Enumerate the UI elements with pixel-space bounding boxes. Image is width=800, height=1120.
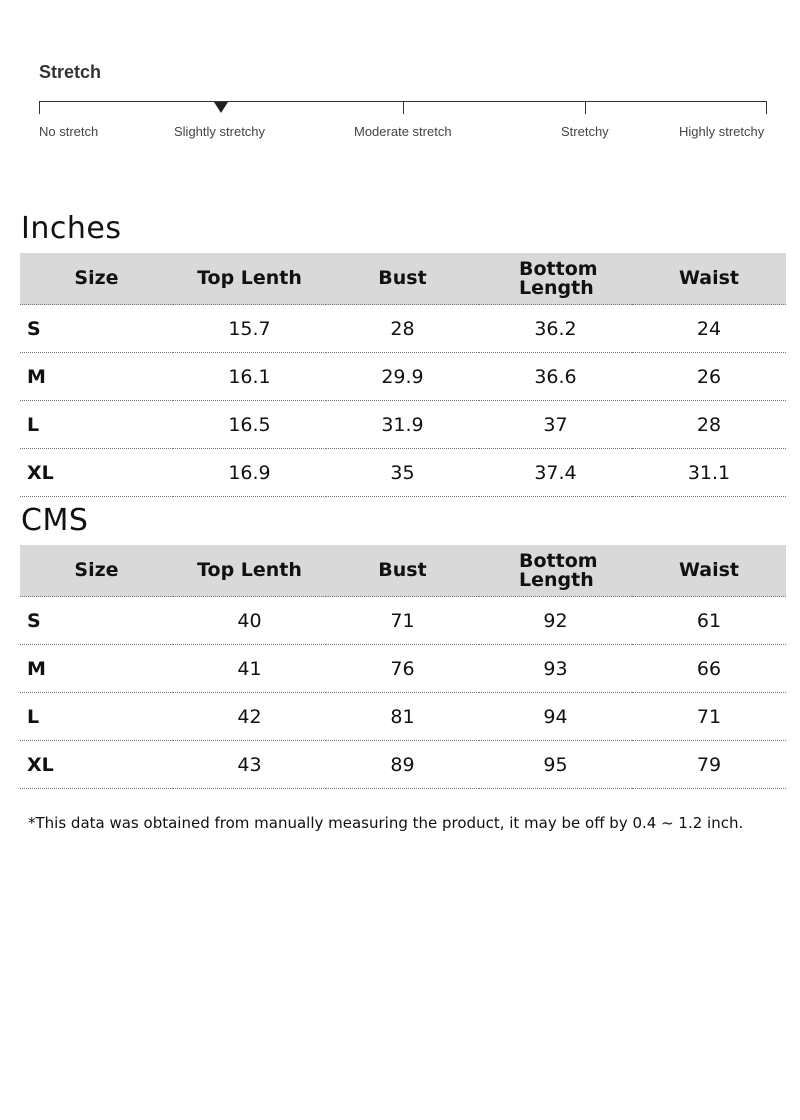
scale-label-stretchy: Stretchy: [561, 124, 609, 139]
scale-tick: [585, 101, 586, 114]
column-header-size: Size: [20, 253, 173, 305]
table-row: [20, 449, 786, 497]
bottom-length-cell: 37: [479, 401, 632, 449]
table-row: [20, 401, 786, 449]
size-cell: S: [20, 597, 173, 645]
column-header-bust: Bust: [326, 253, 479, 305]
top-length-cell: 41: [173, 645, 326, 693]
top-length-cell: 40: [173, 597, 326, 645]
top-length-cell: 16.5: [173, 401, 326, 449]
column-header-bottom-length: Bottom Length: [479, 545, 632, 597]
table-row: [20, 693, 786, 741]
scale-label-highly-stretchy: Highly stretchy: [679, 124, 765, 139]
table-header-row: [20, 253, 786, 305]
column-header-bottom-length: Bottom Length: [479, 253, 632, 305]
stretch-scale: [0, 0, 800, 160]
top-length-cell: 16.9: [173, 449, 326, 497]
selected-stretch-marker-icon: [214, 102, 228, 113]
column-header-top-length: Top Lenth: [173, 545, 326, 597]
scale-label-moderate-stretch: Moderate stretch: [354, 124, 452, 139]
inches-heading: Inches: [21, 211, 122, 246]
scale-label-slightly-stretchy: Slightly stretchy: [174, 124, 266, 139]
waist-cell: 28: [632, 401, 786, 449]
column-header-bust: Bust: [326, 545, 479, 597]
size-cell: M: [20, 353, 173, 401]
column-header-waist: Waist: [632, 253, 786, 305]
cms-heading: CMS: [21, 503, 89, 538]
bust-cell: 29.9: [326, 353, 479, 401]
size-cell: M: [20, 645, 173, 693]
waist-cell: 79: [632, 741, 786, 789]
top-length-cell: 42: [173, 693, 326, 741]
table-row: [20, 597, 786, 645]
size-cell: L: [20, 693, 173, 741]
top-length-cell: 43: [173, 741, 326, 789]
bottom-length-cell: 36.2: [479, 305, 632, 353]
top-length-cell: 16.1: [173, 353, 326, 401]
stretch-title: Stretch: [39, 62, 102, 82]
scale-tick: [39, 101, 40, 114]
column-header-top-length: Top Lenth: [173, 253, 326, 305]
bust-cell: 71: [326, 597, 479, 645]
bust-cell: 31.9: [326, 401, 479, 449]
waist-cell: 66: [632, 645, 786, 693]
table-row: [20, 305, 786, 353]
table-row: [20, 353, 786, 401]
waist-cell: 24: [632, 305, 786, 353]
bottom-length-cell: 94: [479, 693, 632, 741]
waist-cell: 71: [632, 693, 786, 741]
bottom-length-cell: 95: [479, 741, 632, 789]
waist-cell: 26: [632, 353, 786, 401]
top-length-cell: 15.7: [173, 305, 326, 353]
bust-cell: 81: [326, 693, 479, 741]
column-header-waist: Waist: [632, 545, 786, 597]
bust-cell: 35: [326, 449, 479, 497]
scale-tick: [403, 101, 404, 114]
bust-cell: 76: [326, 645, 479, 693]
cms-size-table: [20, 545, 786, 789]
size-cell: XL: [20, 449, 173, 497]
table-header-row: [20, 545, 786, 597]
bottom-length-cell: 36.6: [479, 353, 632, 401]
table-row: [20, 741, 786, 789]
waist-cell: 61: [632, 597, 786, 645]
size-cell: XL: [20, 741, 173, 789]
size-cell: L: [20, 401, 173, 449]
waist-cell: 31.1: [632, 449, 786, 497]
bottom-length-cell: 37.4: [479, 449, 632, 497]
bust-cell: 28: [326, 305, 479, 353]
scale-label-no-stretch: No stretch: [39, 124, 99, 139]
measurement-footnote: *This data was obtained from manually measuring the product, it may be off by 0.4 ~ 1.2 inch.: [28, 814, 744, 832]
bust-cell: 89: [326, 741, 479, 789]
bottom-length-cell: 93: [479, 645, 632, 693]
size-cell: S: [20, 305, 173, 353]
inches-size-table: [20, 253, 786, 497]
table-row: [20, 645, 786, 693]
column-header-size: Size: [20, 545, 173, 597]
bottom-length-cell: 92: [479, 597, 632, 645]
scale-tick: [766, 101, 767, 114]
